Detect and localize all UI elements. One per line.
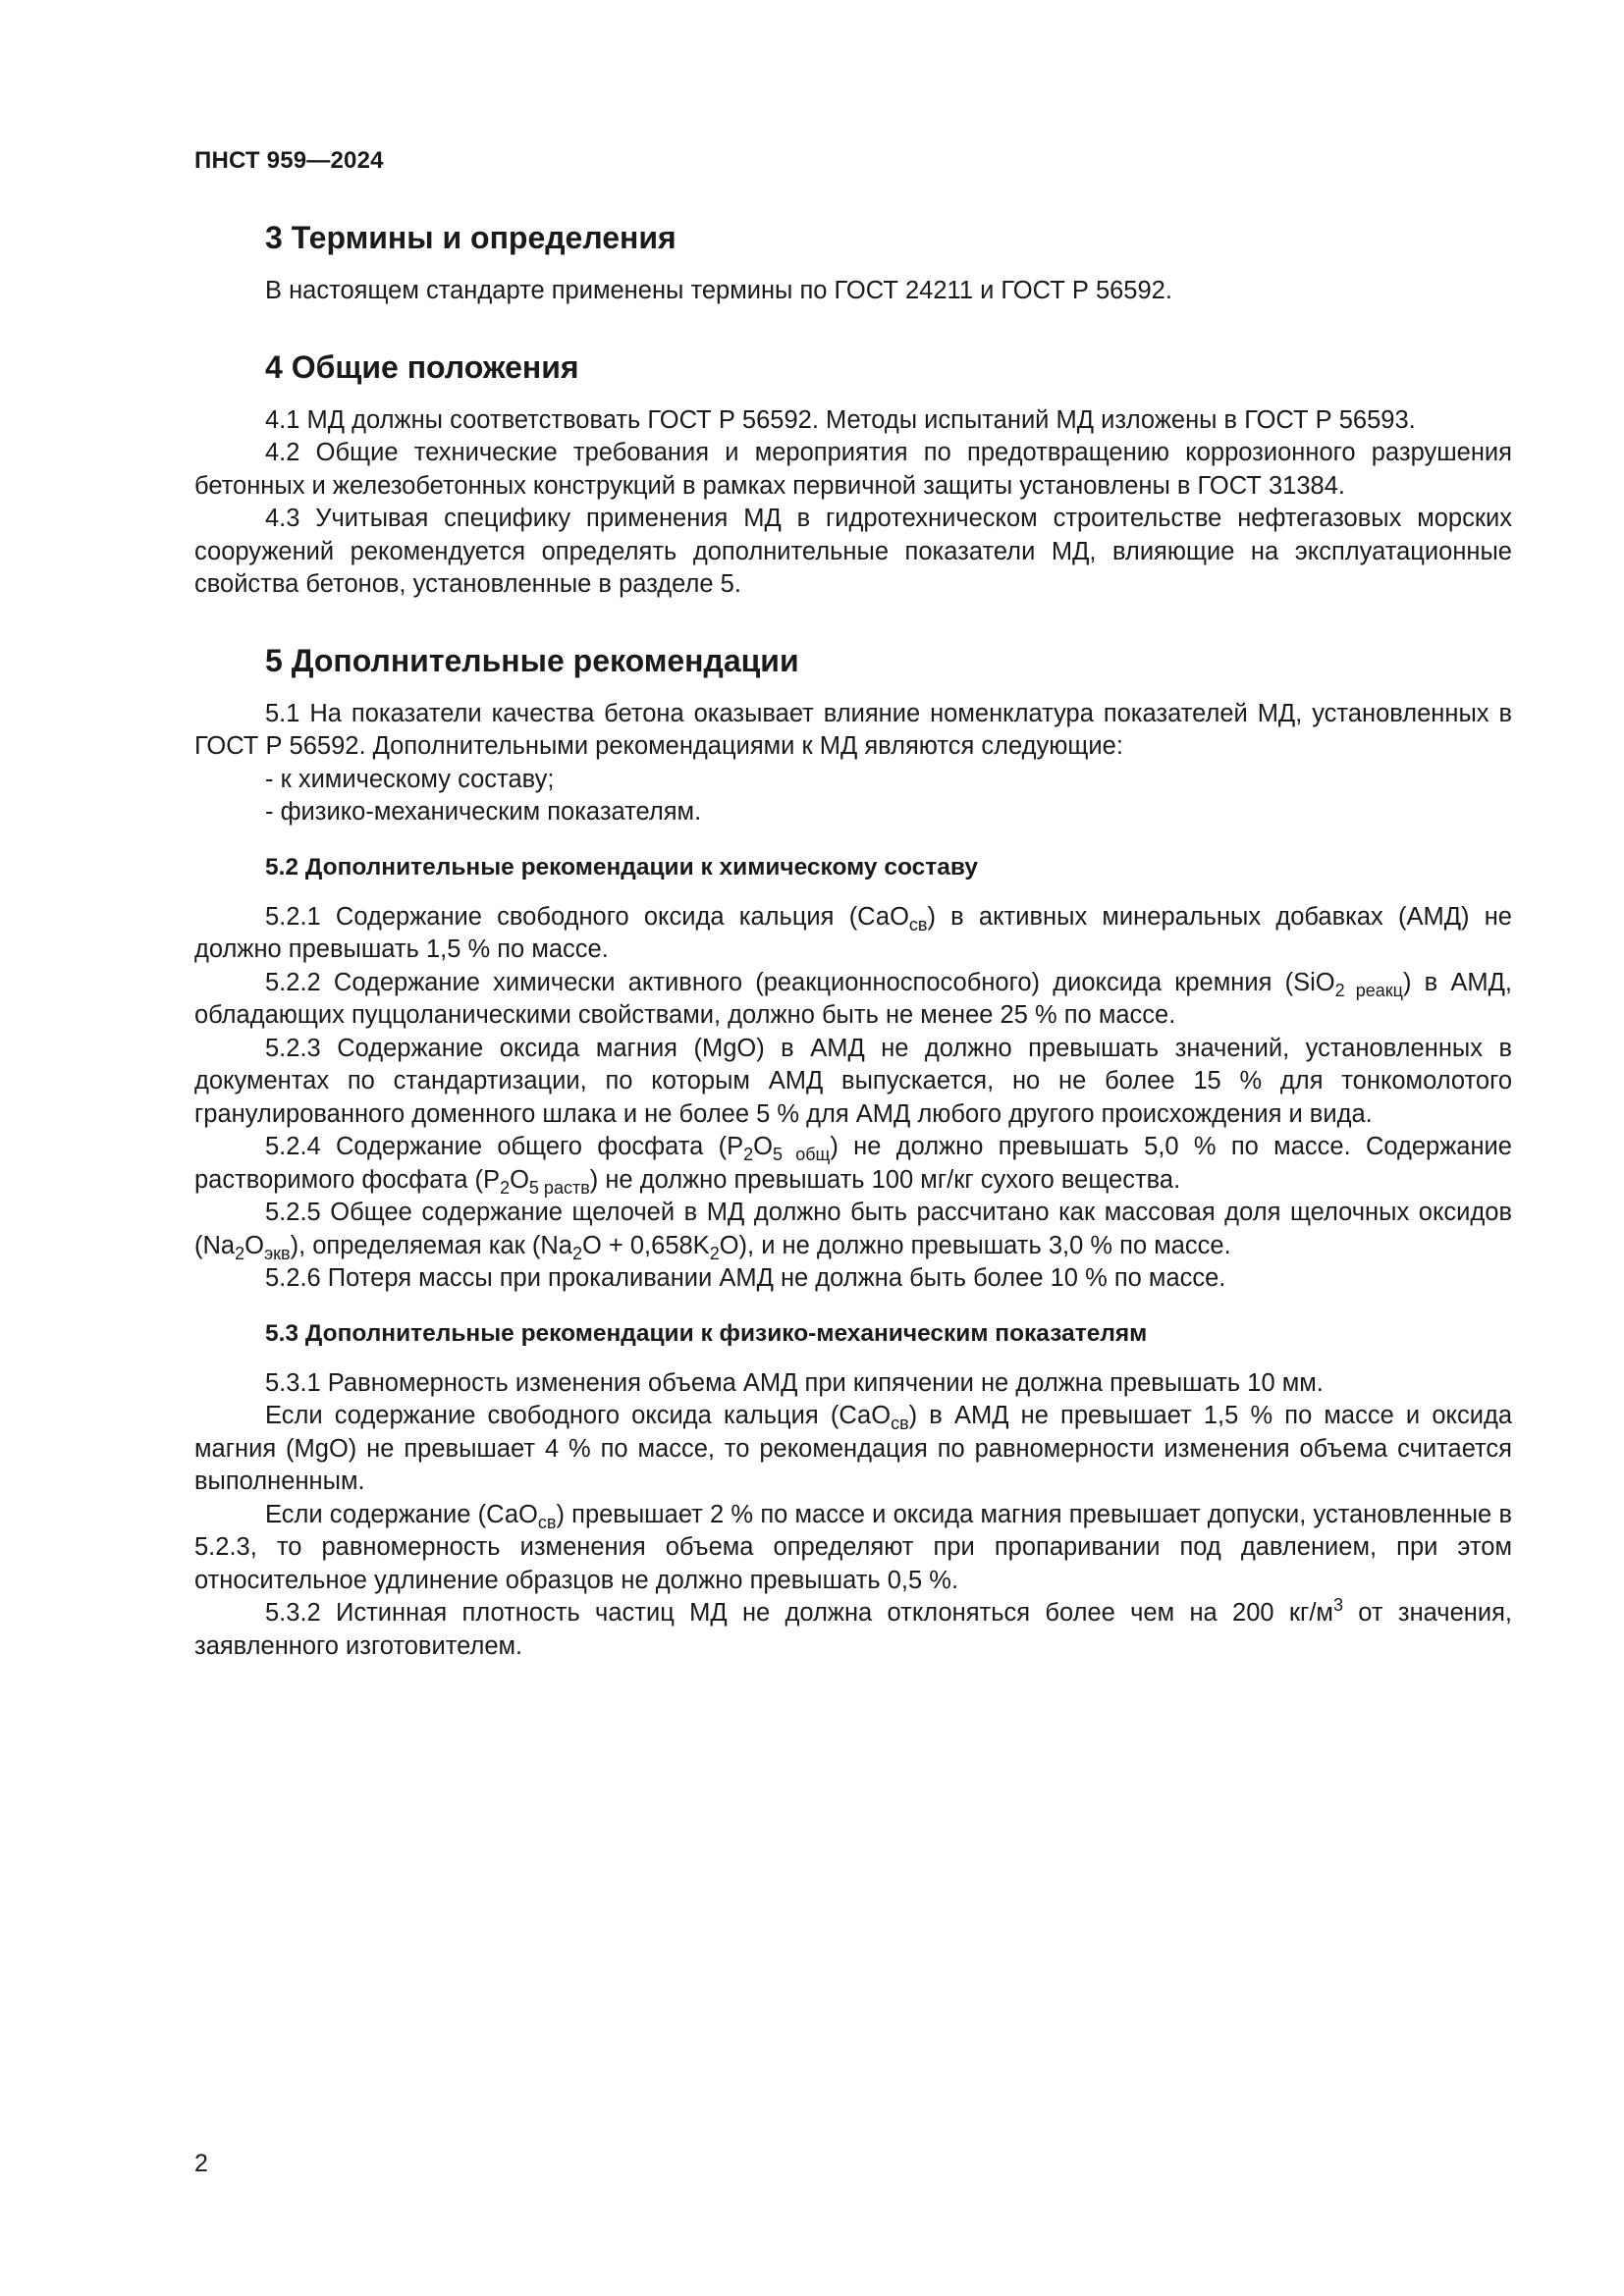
paragraph-5-3-1: 5.3.1 Равномерность изменения объема АМД при кипячении не должна превышать 10 мм. xyxy=(265,1368,1324,1397)
paragraph-5-2-1: 5.2.1 Содержание свободного оксида кальция (СаО$_{св}$) в активных минеральных добавках (АМД) не должно превышать 1,5 % по массе. xyxy=(194,902,1512,963)
subsection-5-2-title: 5.2 Дополнительные рекомендации к химическому составу xyxy=(265,853,978,881)
list-item: - к химическому составу; xyxy=(265,765,555,793)
recommendation-list xyxy=(194,764,1512,829)
paragraph-5-2-6: 5.2.6 Потеря массы при прокаливании АМД не должна быть более 10 % по массе. xyxy=(265,1264,1226,1292)
document-body xyxy=(194,218,1512,1663)
page-number: 2 xyxy=(194,2150,208,2177)
paragraph-5-1: 5.1 На показатели качества бетона оказывает влияние номенклатура показателей МД, установленных в ГОСТ Р 56592. Дополнительными рекомендациями к МД являются следующие: xyxy=(194,699,1512,760)
paragraph-4-2: 4.2 Общие технические требования и мероприятия по предотвращению коррозионного разрушения бетонных и железобетонных конструкций в рамках первичной защиты установлены в ГОСТ 31384. xyxy=(194,439,1512,500)
section-5-title: 5 Дополнительные рекомендации xyxy=(265,642,799,678)
paragraph-5-3-2: 5.3.2 Истинная плотность частиц МД не должна отклоняться более чем на 200 $кг/м^3$ от значения, заявленного изготовителем. xyxy=(194,1595,1512,1660)
list-item: - физико-механическим показателям. xyxy=(265,798,702,826)
paragraph-5-3-1-condition-b: Если содержание (СаО$_{св}$) превышает 2 % по массе и оксида магния превышает допуски, установленные в 5.2.3, то равномерность изменения объема определяют при пропаривании под давлением, при этом относительное удлинение образцов не должно превышать 0,5 %. xyxy=(194,1500,1512,1594)
paragraph-4-3: 4.3 Учитывая специфику применения МД в гидротехническом строительстве нефтегазовых морских сооружений рекомендуется определять дополнительные показатели МД, влияющие на эксплуатационные свойства бетонов, установленные в разделе 5. xyxy=(194,505,1512,598)
paragraph-5-2-3: 5.2.3 Содержание оксида магния (MgO) в АМД не должно превышать значений, установленных в документах по стандартизации, по которым АМД выпускается, но не более 15 % для тонкомолотого гранулированного доменного шлака и не более 5 % для АМД любого другого происхождения и вида. xyxy=(194,1034,1512,1128)
section-3-paragraph: В настоящем стандарте применены термины по ГОСТ 24211 и ГОСТ Р 56592. xyxy=(265,277,1172,304)
section-3-title: 3 Термины и определения xyxy=(265,220,677,255)
paragraph-5-3-1-condition-a: Если содержание свободного оксида кальция (СаО$_{св}$) в АМД не превышает 1,5 % по массе и оксида магния (MgO) не превышает 4 % по массе, то рекомендация по равномерности изменения объема считается выполненным. xyxy=(194,1402,1512,1495)
paragraph-5-2-2: 5.2.2 Содержание химически активного (реакционноспособного) диоксида кремния (SiO$_{2 реакц}$) в АМД, обладающих пуццоланическими свойствами, должно быть не менее 25 % по массе. xyxy=(194,968,1512,1029)
subsection-5-3-title: 5.3 Дополнительные рекомендации к физико-механическим показателям xyxy=(265,1319,1148,1347)
section-4-title: 4 Общие положения xyxy=(265,348,579,385)
document-id: ПНСТ 959—2024 xyxy=(194,147,384,174)
paragraph-4-1: 4.1 МД должны соответствовать ГОСТ Р 56592. Методы испытаний МД изложены в ГОСТ Р 56593. xyxy=(265,405,1416,434)
paragraph-5-2-4: 5.2.4 Содержание общего фосфата $(P_2O_{5 общ})$ не должно превышать 5,0 % по массе. Содержание растворимого фосфата $(P_2O_{5 раств})$ не должно превышать 100 мг/кг сухого вещества. xyxy=(194,1133,1512,1198)
paragraph-5-2-5: 5.2.5 Общее содержание щелочей в МД должно быть рассчитано как массовая доля щелочных оксидов $(Na_2O_{экв})$, определяемая как $(Na_2O + 0,658K_2O)$, и не должно превышать 3,0 % по массе. xyxy=(194,1199,1512,1263)
